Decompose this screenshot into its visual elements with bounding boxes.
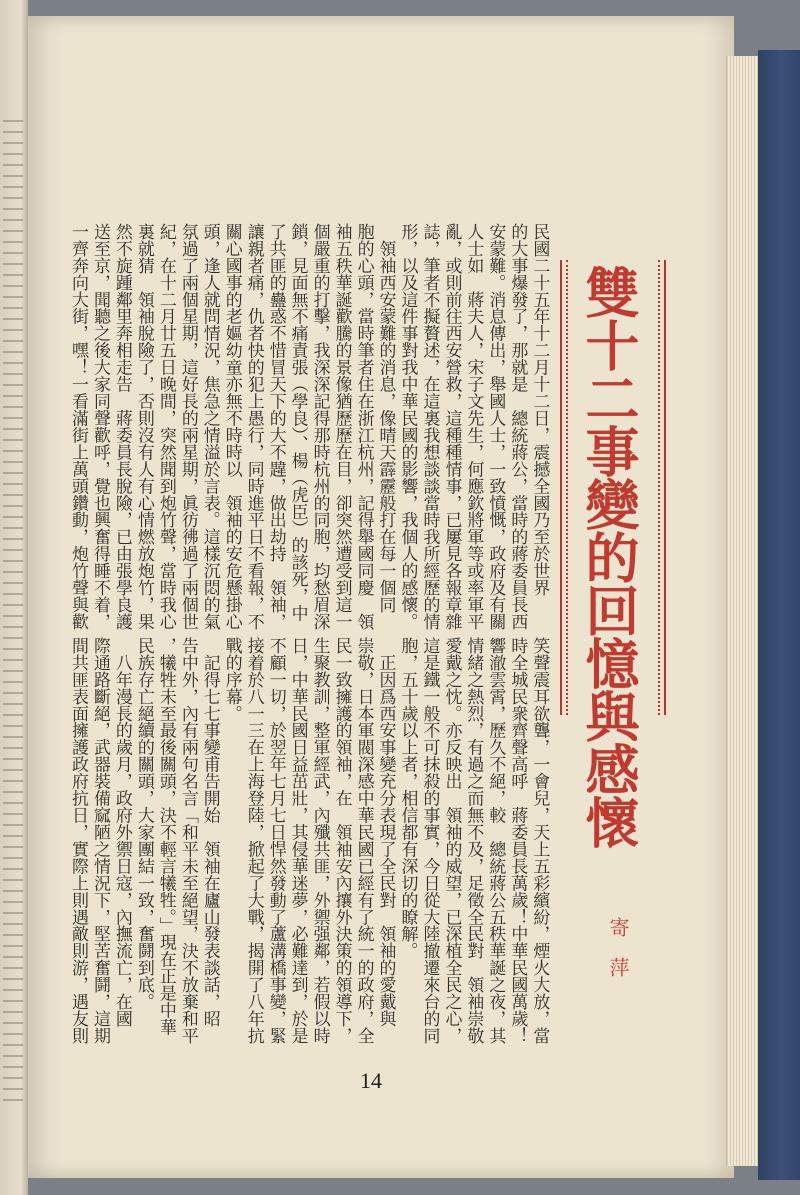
text-line: 響澈雲霄，歷久不絕，較 總統蔣公五秩華誕之夜，其 — [486, 637, 507, 1045]
text-line: 關心國事的老嫗幼童亦無不時時以 領袖的安危懸掛心 — [222, 223, 243, 631]
text-line: 然不旋踵鄰里奔相走告 蔣委員長脫險，已由張學良護 — [112, 223, 133, 631]
text-line: 八年漫長的歲月，政府外禦日寇，內撫流亡，在國 — [112, 637, 133, 1028]
text-line: 紀，在十二月廿五日晚間，突然聞到炮竹聲，當時我心 — [156, 223, 177, 631]
text-line: ，犧牲未至最後關頭，決不輕言犧牲。」現在正是中華 — [156, 637, 177, 1036]
text-line: 笑聲震耳欲聾，一會兒，天上五彩繽紛，煙火大放，當 — [530, 637, 551, 1045]
text-line: 亂，或則前往西安營救，這種種情事，已屢見各報章雜 — [442, 223, 463, 631]
text-line: 這是鐵一般不可抹殺的事實，今日從大陸撤遷來台的同 — [420, 637, 441, 1045]
text-line: 戰的序幕。 — [222, 637, 243, 722]
text-line: 送至京，聞聽之後大家同聲歡呼，覺也興奮得睡不着， — [90, 223, 111, 631]
text-line: 安蒙難。消息傳出，舉國人士，一致憤慨，政府及有關 — [486, 223, 507, 631]
text-line: 的大事爆發了，那就是 總統蔣公，當時的蔣委員長西 — [508, 223, 529, 631]
text-line: 一齊奔向大街，嘿！一看滿街上萬頭鑽動，炮竹聲與歡 — [68, 223, 89, 631]
text-line: 接着於八一三在上海登陸，掀起了大戰，揭開了八年抗 — [244, 637, 265, 1045]
text-line: 不顧一切，於翌年七月七日悍然發動了蘆溝橋事變，緊 — [266, 637, 287, 1045]
text-line: 人士如 蔣夫人，宋子文先生，何應欽將軍等或率軍平 — [464, 223, 485, 631]
text-line: 胞的心頭，當時筆者住在浙江杭州，記得舉國同慶 領 — [354, 223, 375, 631]
text-line: 形，以及這件事對我中華民國的影響，我個人的感懷。 — [398, 223, 419, 631]
article-title: 雙十二事變的回憶與感懷 — [577, 265, 640, 848]
text-line: 個嚴重的打擊，我深深記得那時杭州的同胞，均愁眉深 — [310, 223, 331, 631]
lower-text-block — [65, 637, 551, 1045]
text-line: 民一致擁護的領袖，在 領袖安內攘外決策的領導下， — [332, 637, 353, 1045]
text-line: 頭，逢人就問情況，焦急之情溢於言表。這樣沉悶的氣 — [200, 223, 221, 631]
bleed-through-text — [3, 120, 23, 1110]
text-line: 民國二十五年十二月十二日，震撼全國乃至於世界 — [530, 223, 551, 597]
text-line: 領袖西安蒙難的消息，像晴天霹靂般打在每一個同 — [376, 223, 397, 614]
book-cover-edge — [758, 50, 800, 1180]
text-line: 記得七七事變甫告開始 領袖在廬山發表談話，昭 — [200, 637, 221, 1028]
text-line: 間共匪表面擁護政府抗日，實際上則遇敵則游，遇友則 — [68, 637, 89, 1045]
text-line: 崇敬，日本軍閥深感中華民國已經有了統一的政府，全 — [354, 637, 375, 1045]
text-line: 誌，筆者不擬贅述，在這裏我想談談當時我所經歷的情 — [420, 223, 441, 631]
text-line: 裏就猜 領袖脫險了，否則沒有人有心情燃放炮竹，果 — [134, 223, 155, 631]
page-number: 14 — [360, 1068, 382, 1093]
text-line: 胞，五十歲以上者，相信都有深切的瞭解。 — [398, 637, 419, 960]
text-line: 鎖，見面無不痛責張（學良）、楊（虎臣）的該死，中 — [288, 223, 309, 622]
text-line: 正因爲西安事變充分表現了全民對 領袖的愛戴與 — [376, 637, 397, 1028]
text-line: 袖五秩華誕歡騰的景像猶歷歷在目，卻突然遭受到這一 — [332, 223, 353, 631]
text-line: 告中外，內有兩句名言「和平未至絕望，決不放棄和平 — [178, 637, 199, 1045]
text-line: 日，中華民國日益茁壯，其侵華迷夢，必難達到，於是 — [288, 637, 309, 1045]
text-line: 際通路斷絕，武器裝備窳陋之情況下，堅苦奮鬪，這期 — [90, 637, 111, 1045]
text-line: 了共匪的蠱惑不惜冒天下的大不韙，做出劫持 領袖， — [266, 223, 287, 631]
text-line: 讓親者痛，仇者快的犯上愚行，同時進平日不看報，不 — [244, 223, 265, 631]
text-line: 時全城民衆齊聲高呼 蔣委員長萬歲！中華民國萬歲！ — [508, 637, 529, 1045]
page-stack-edge — [726, 56, 761, 1166]
text-line: 情緒之熱烈，有過之而無不及，足徵全民對 領袖崇敬 — [464, 637, 485, 1045]
text-line: 氛過了兩個星期，這好長的兩星期，眞彷彿過了兩個世 — [178, 223, 199, 631]
previous-page-edge — [0, 0, 28, 1195]
text-line: 生聚教訓，整軍經武，內殲共匪，外禦强鄰，若假以時 — [310, 637, 331, 1045]
text-line: 民族存亡絕續的關頭，大家團結一致，奮鬪到底。 — [134, 637, 155, 1011]
upper-text-block — [65, 223, 551, 631]
author-name: 寄萍 — [606, 917, 630, 997]
text-line: 愛戴之忱。亦反映出 領袖的威望，已深植全民之心， — [442, 637, 463, 1045]
